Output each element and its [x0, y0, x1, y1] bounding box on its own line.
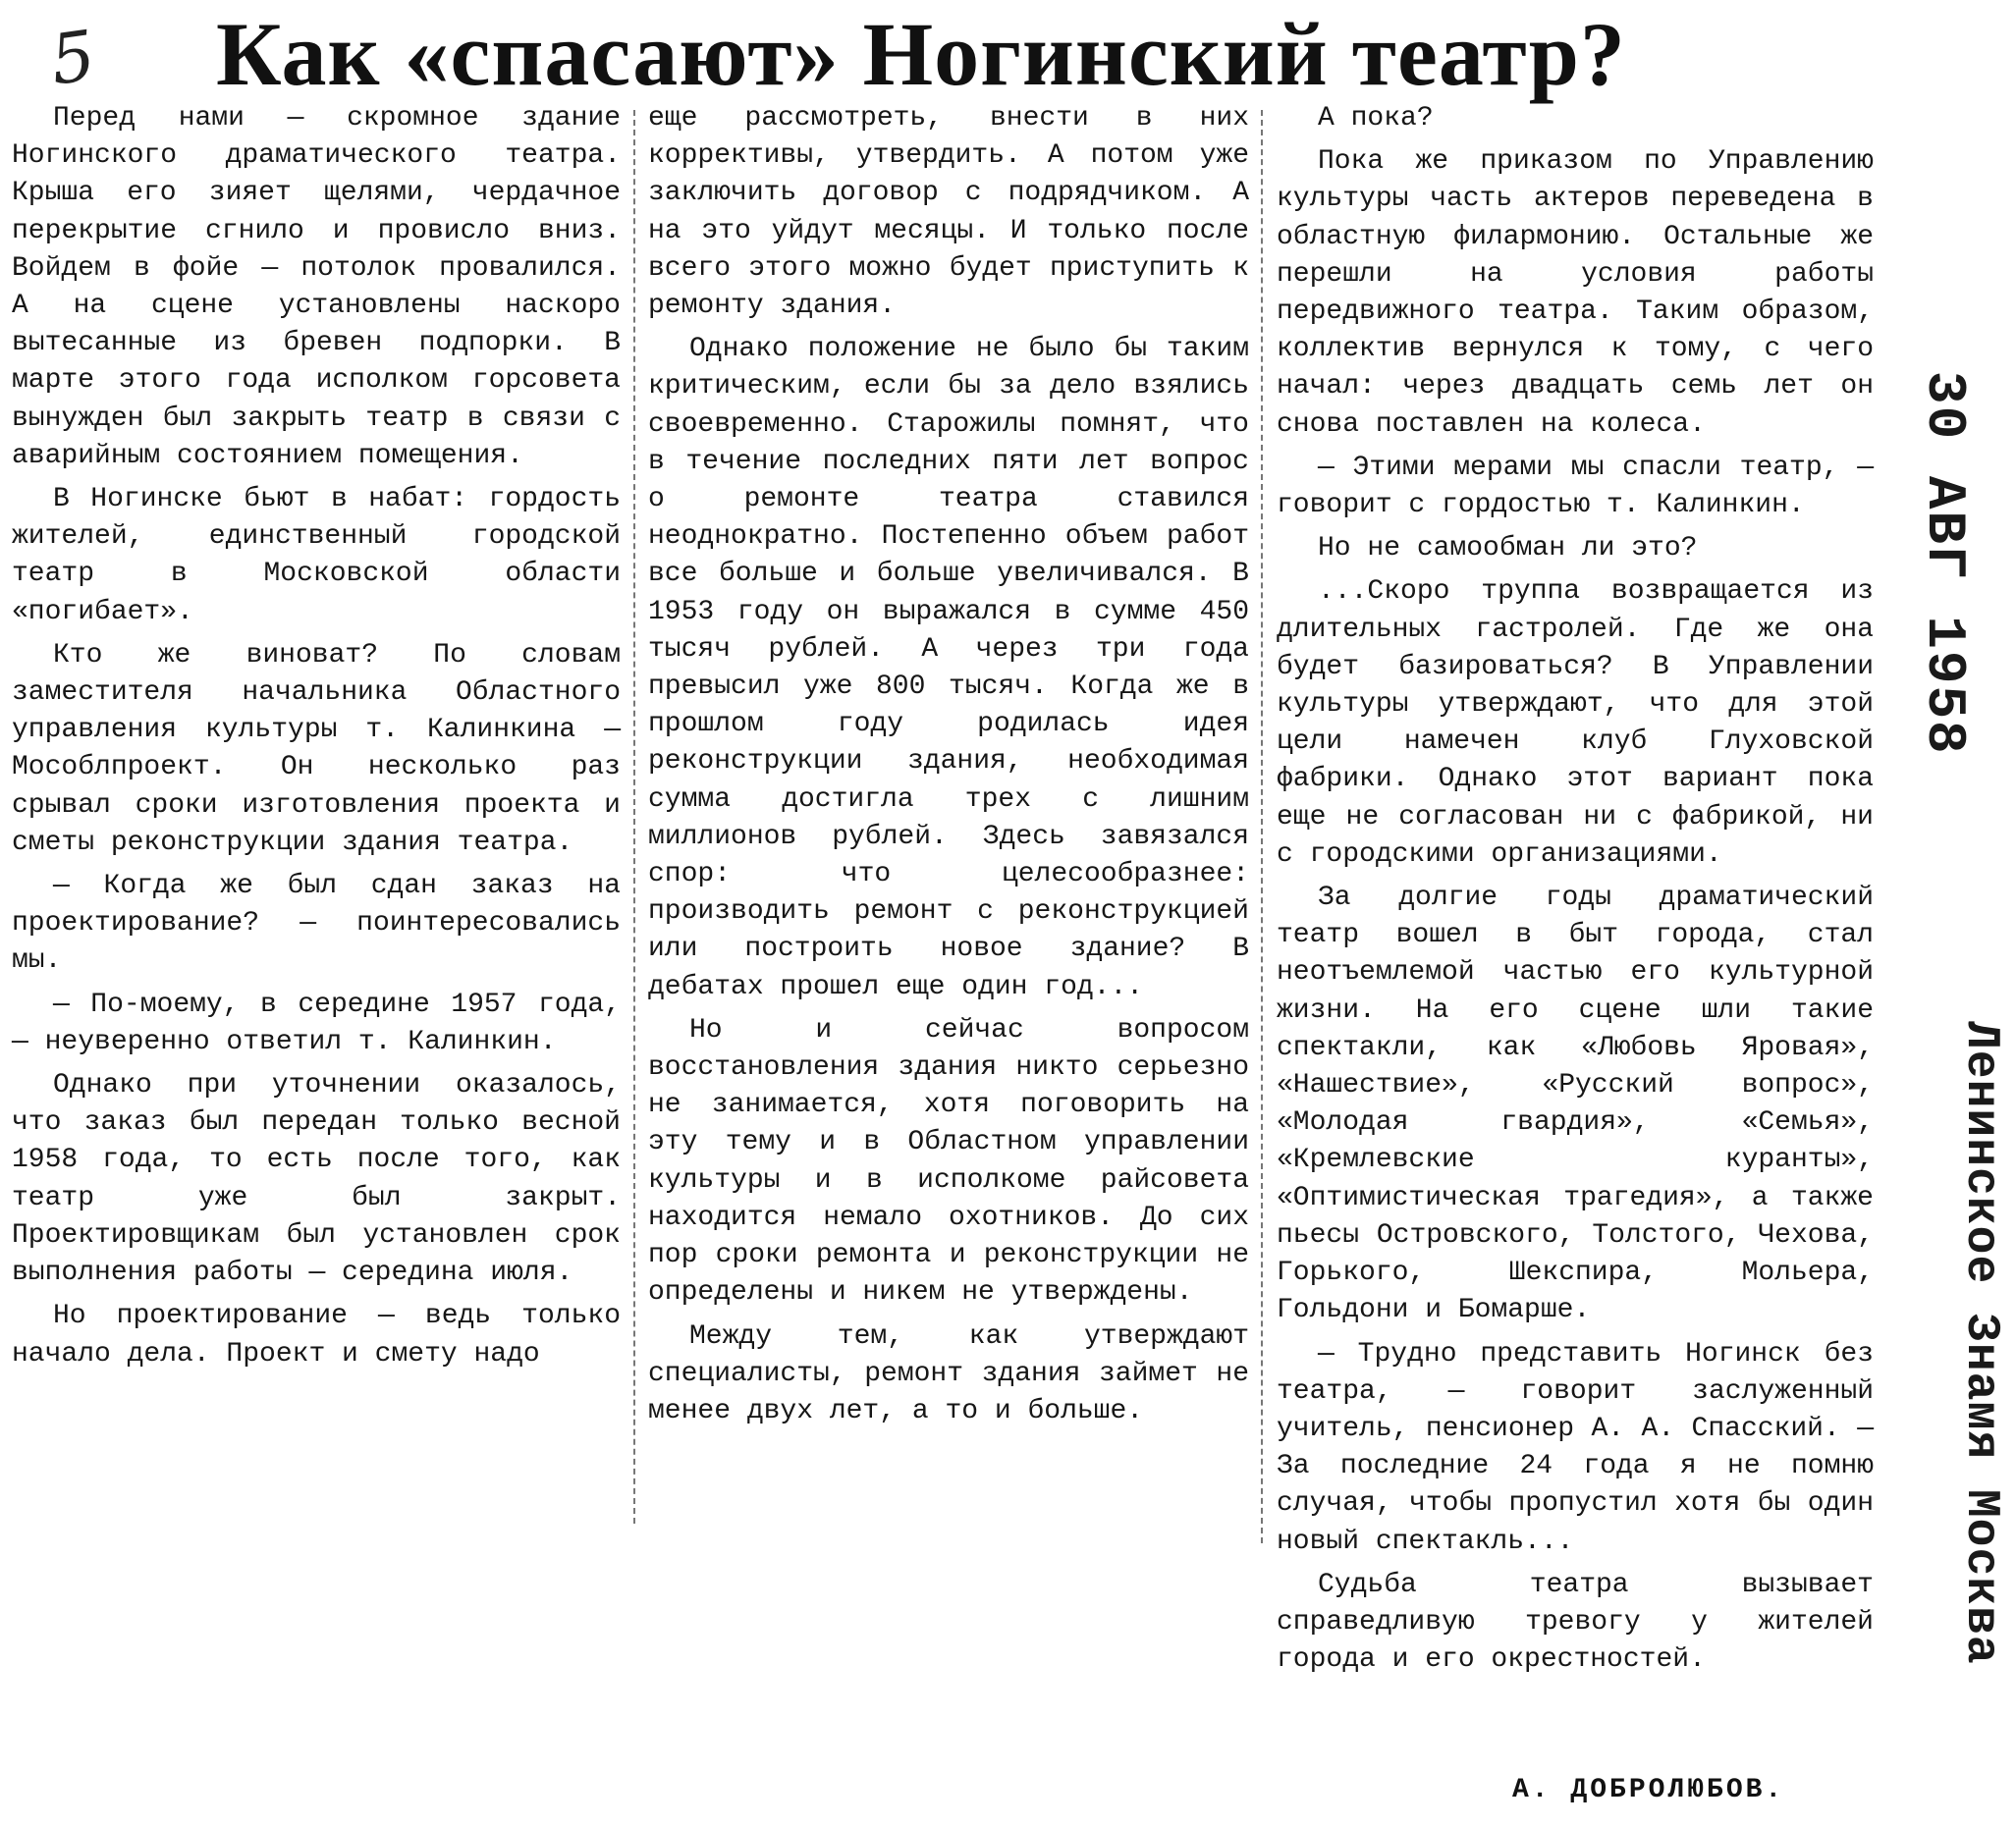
paragraph: — Когда же был сдан заказ на проектирование? — поинтересовались мы. [12, 871, 621, 977]
paragraph: Пока же приказом по Управлению культуры часть актеров переведена в областную филармонию. Остальные же перешли на условия работы передвижного театра. Таким образом, коллектив вернулся к тому, с чего начал: через двадцать семь лет он снова поставлен на колеса. [1277, 146, 1874, 440]
paragraph: Но проектирование — ведь только начало дела. Проект и смету надо [12, 1301, 621, 1370]
date-stamp: 30 АВГ 1958 [1913, 371, 1976, 756]
paragraph: Однако при уточнении оказалось, что заказ был передан только весной 1958 года, то есть после того, как театр уже был закрыт. Проектировщикам был установлен срок выполнения работы — середина июля. [12, 1070, 621, 1289]
paragraph: Но и сейчас вопросом восстановления здания никто серьезно не занимается, хотя поговорить на эту тему и в Областном управлении культуры и в исполкоме райсовета находится немало охотников. До сих пор сроки ремонта и реконструкции не определены и никем не утверждены. [648, 1014, 1249, 1309]
paragraph: Судьба театра вызывает справедливую тревогу у жителей города и его окрестностей. [1277, 1569, 1874, 1676]
paragraph: Кто же виноват? По словам заместителя начальника Областного управления культуры т. Калинкина — Мособлпроект. Он несколько раз срывал сроки изготовления проекта и сметы реконструкции здания театра. [12, 639, 621, 858]
paragraph: В Ногинске бьют в набат: гордость жителей, единственный городской театр в Московской области «погибает». [12, 484, 621, 627]
paragraph: Но не самообман ли это? [1318, 533, 1698, 564]
paragraph: ...Скоро труппа возвращается из длительных гастролей. Где же она будет базироваться? В Управлении культуры утверждают, что для этой цели намечен клуб Глуховской фабрики. Однако этот вариант пока еще не согласован ни с фабрикой, ни с городскими организациями. [1277, 576, 1874, 870]
paragraph: — Этими мерами мы спасли театр, — говорит с гордостью т. Калинкин. [1277, 452, 1874, 521]
handwritten-page-mark: 5 [45, 15, 101, 101]
article-headline: Как «спасают» Ногинский театр? [216, 4, 1626, 104]
author-signature: А. ДОБРОЛЮБОВ. [1512, 1775, 1785, 1805]
paragraph: А пока? [1318, 103, 1434, 134]
column-divider [1261, 110, 1263, 1543]
paragraph: — Трудно представить Ногинск без театра, — говорит заслуженный учитель, пенсионер А. А. Спасский. — За последние 24 года я не помню случая, чтобы пропустил хотя бы один новый спектакль... [1277, 1338, 1874, 1557]
article-column-1 [12, 100, 621, 1379]
paragraph: За долгие годы драматический театр вошел в быт города, стал неотъемлемой частью его культурной жизни. На его сцене шли такие спектакли, как «Любовь Яровая», «Нашествие», «Русский вопрос», «Молодая гвардия», «Семья», «Кремлевские куранты», «Оптимистическая трагедия», а также пьесы Островского, Толстого, Чехова, Горького, Шекспира, Мольера, Гольдони и Бомарше. [1277, 883, 1874, 1326]
article-column-2 [648, 100, 1249, 1436]
article-column-3 [1277, 100, 1874, 1685]
newspaper-stamp: Ленинское Знамя Москва [1954, 1021, 2007, 1665]
paragraph: Однако положение не было бы таким критическим, если бы за дело взялись своевременно. Старожилы помнят, что в течение последних пяти лет вопрос о ремонте театра ставился неоднократно. Постепенно объем работ все больше и больше увеличивался. В 1953 году он выражался в сумме 450 тысяч рублей. А через три года превысил уже 800 тысяч. Когда же в прошлом году родилась идея реконструкции здания, необходимая сумма достигла трех с лишним миллионов рублей. Здесь завязался спор: что целесообразнее: производить ремонт с реконструкцией или построить новое здание? В дебатах прошел еще один год... [648, 334, 1249, 1002]
paragraph: Перед нами — скромное здание Ногинского драматического театра. Крыша его зияет щелями, чердачное перекрытие сгнило и провисло вниз. Войдем в фойе — потолок провалился. А на сцене установлены наскоро вытесанные из бревен подпорки. В марте этого года исполком горсовета вынужден был закрыть театр в связи с аварийным состоянием помещения. [12, 103, 621, 471]
paragraph: Между тем, как утверждают специалисты, ремонт здания займет не менее двух лет, а то и больше. [648, 1320, 1249, 1426]
column-divider [633, 110, 635, 1524]
paragraph: еще рассмотреть, внести в них коррективы, утвердить. А потом уже заключить договор с подрядчиком. А на это уйдут месяцы. И только после всего этого можно будет приступить к ремонту здания. [648, 103, 1249, 322]
paragraph: — По-моему, в середине 1957 года, — неуверенно ответил т. Калинкин. [12, 989, 621, 1057]
